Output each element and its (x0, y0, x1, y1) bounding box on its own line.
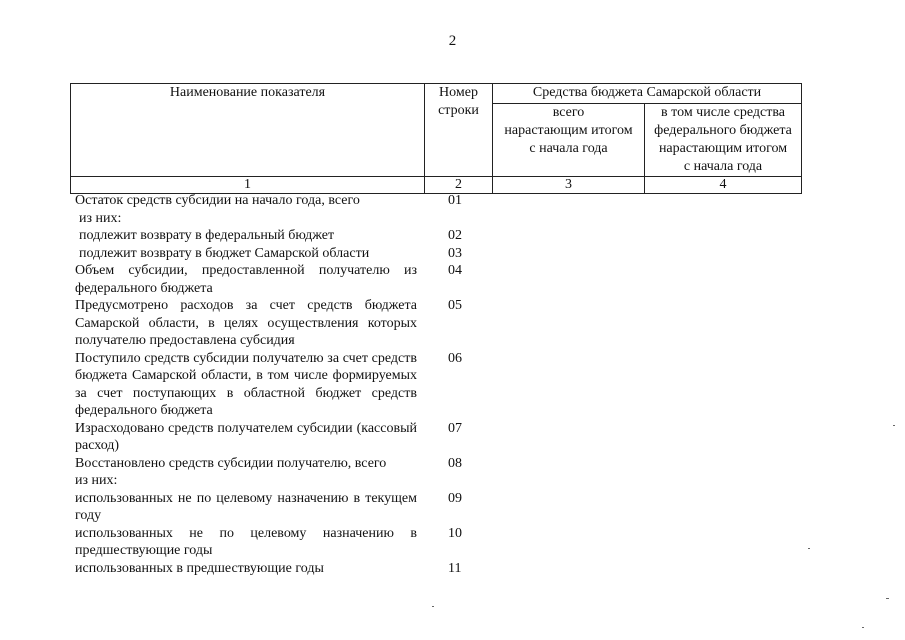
header-total-line: всего (552, 105, 585, 120)
table-row (75, 350, 495, 420)
row-code: 06 (448, 350, 462, 366)
table-row (75, 490, 495, 525)
table-row (75, 420, 495, 455)
row-label: использованных не по целевому назначению в предшествующие годы (75, 525, 417, 558)
table-row (75, 262, 495, 297)
scan-speck (886, 598, 889, 599)
column-index: 1 (71, 177, 425, 194)
column-index: 3 (493, 177, 645, 194)
row-label: Объем субсидии, предоставленной получателю из федерального бюджета (75, 263, 417, 296)
row-label: Предусмотрено расходов за счет средств бюджета Самарской области, в целях осуществления которых получателю предоставлена субсидия (75, 298, 417, 348)
scan-speck (432, 606, 434, 607)
page-number: 2 (448, 33, 457, 49)
row-code: 07 (448, 420, 462, 436)
row-label: Израсходовано средств получателем субсидии (кассовый расход) (75, 420, 417, 453)
row-code: 11 (448, 560, 462, 576)
table-row (75, 227, 495, 245)
table-row (75, 297, 495, 350)
row-label: из них: (75, 473, 118, 488)
row-label: подлежит возврату в федеральный бюджет (79, 228, 335, 243)
row-label: использованных в предшествующие годы (75, 560, 324, 576)
row-code: 09 (448, 490, 462, 506)
row-code: 08 (448, 455, 462, 471)
row-label: Остаток средств субсидии на начало года, всего (75, 193, 360, 208)
table-row (75, 472, 495, 490)
table-row (75, 560, 495, 578)
column-index: 2 (425, 177, 493, 194)
row-code: 04 (448, 263, 462, 278)
header-federal-line: федерального бюджета (654, 123, 792, 138)
column-index: 4 (645, 177, 802, 194)
row-label: подлежит возврату в бюджет Самарской области (79, 245, 370, 261)
report-rows (75, 192, 495, 577)
report-table-header (70, 83, 802, 194)
header-samara-budget-funds: Средства бюджета Самарской области (493, 84, 802, 104)
header-federal-cumulative (645, 104, 802, 177)
row-code: 10 (448, 525, 462, 541)
header-row-number (425, 84, 493, 177)
table-row (75, 192, 495, 210)
header-federal-line: в том числе средства (661, 105, 785, 120)
row-label: Поступило средств субсидии получателю за счет средств бюджета Самарской области, в том числе формируемых за счет поступающих в областной бюджет средств федерального бюджета (75, 350, 417, 418)
header-federal-line: нарастающим итогом (658, 141, 788, 156)
table-row (75, 525, 495, 560)
row-label: из них: (79, 210, 122, 226)
header-row-number-line: Номер (439, 85, 478, 100)
table-row (75, 455, 495, 473)
row-label: использованных не по целевому назначению в текущем году (75, 490, 417, 523)
row-code: 01 (448, 193, 462, 208)
scan-speck (808, 548, 810, 549)
header-indicator-name: Наименование показателя (71, 84, 425, 177)
row-code: 02 (448, 228, 462, 243)
header-total-line: нарастающим итогом (504, 123, 633, 138)
header-row-number-line: строки (438, 103, 479, 118)
table-row (75, 245, 495, 263)
scan-speck (893, 425, 895, 426)
scan-speck (862, 627, 864, 628)
header-total-cumulative (493, 104, 645, 177)
row-code: 03 (448, 245, 462, 261)
header-total-line: с начала года (529, 141, 608, 156)
row-label: Восстановлено средств субсидии получателю, всего (75, 455, 387, 471)
row-code: 05 (448, 298, 462, 313)
table-row (75, 210, 495, 228)
header-federal-line: с начала года (683, 159, 763, 174)
